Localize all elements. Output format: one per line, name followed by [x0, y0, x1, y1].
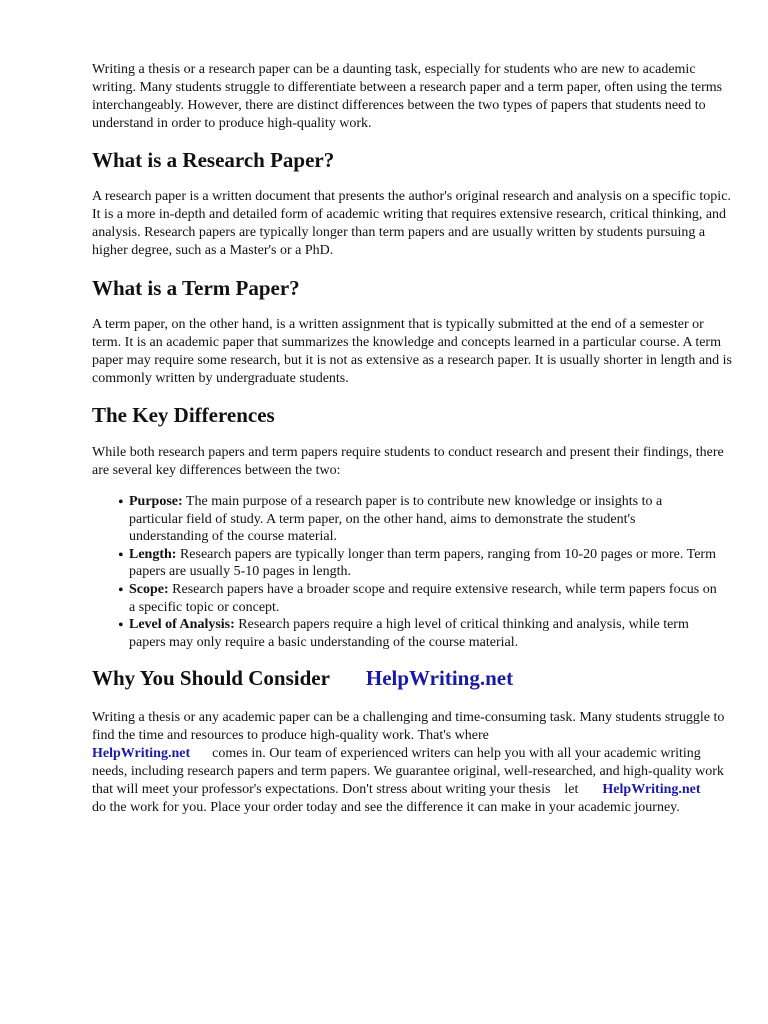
bullet-text: The main purpose of a research paper is to contribute new knowledge or insights to a particular field of study. A term paper, on the other hand, aims to demonstrate the student's understanding of the course material. [129, 494, 663, 545]
intro-paragraph: Writing a thesis or a research paper can be a daunting task, especially for students who are new to academic writing. Many students struggle to differentiate between a research paper and a term paper, often using the terms interchangeably. However, there are distinct differences between the two types of papers that students need to understand in order to produce high-quality work. [92, 62, 723, 131]
research-paper-paragraph: A research paper is a written document that presents the author's original research and analysis on a specific topic. It is a more in-depth and detailed form of academic writing that requires extensive research, critical thinking, and analysis. Research papers are typically longer than term papers and are usually written by students pursuing a higher degree, such as a Master's or a PhD. [92, 189, 731, 258]
helpwriting-link-2[interactable]: HelpWriting.net [602, 782, 701, 797]
list-item-length [118, 546, 718, 581]
heading-key-differences: The Key Differences [92, 403, 275, 427]
bullet-icon: • [118, 617, 124, 635]
bullet-text: Research papers require a high level of critical thinking and analysis, while term papers may only require a basic understanding of the course material. [129, 617, 689, 650]
bullet-text: Research papers are typically longer than term papers, ranging from 10-20 pages or more. Term papers are usually 5-10 pages in length. [129, 546, 716, 580]
bullet-term: Scope: [129, 581, 169, 597]
bullet-term: Purpose: [129, 494, 183, 509]
term-paper-paragraph: A term paper, on the other hand, is a written assignment that is typically submitted at the end of a semester or term. It is an academic paper that summarizes the knowledge and concepts learned in a particular course. A term paper may require some research, but it is not as extensive as a research paper. It is usually shorter in length and is commonly written by undergraduate students. [92, 317, 732, 386]
bullet-icon: • [118, 546, 124, 564]
helpwriting-link-1[interactable]: HelpWriting.net [92, 746, 191, 761]
bullet-icon: • [118, 581, 124, 599]
list-item-scope [118, 581, 718, 616]
body-text-3: do the work for you. Place your order today and see the difference it can make in your academic journey. [92, 800, 680, 815]
list-item-level-of-analysis [118, 616, 718, 651]
heading-why-consider [92, 665, 513, 691]
body-text-2: comes in. Our team of experienced writers can help you with all your academic writing needs, including research papers and term papers. We guarantee original, well-researched, and high-quality work that will meet your professor's expectations. Don't stress about writing your thesis [92, 746, 724, 797]
bullet-text: Research papers have a broader scope and require extensive research, while term papers focus on a specific topic or concept. [129, 581, 717, 615]
heading-research-paper: What is a Research Paper? [92, 148, 335, 172]
why-consider-paragraph [92, 709, 732, 817]
bullet-term: Level of Analysis: [129, 617, 235, 633]
key-differences-paragraph: While both research papers and term papers require students to conduct research and present their findings, there are several key differences between the two: [92, 445, 724, 478]
bullet-icon: • [118, 494, 124, 511]
heading-text: Why You Should Consider [92, 666, 330, 690]
body-text-let: let [564, 782, 579, 797]
helpwriting-heading-link[interactable]: HelpWriting.net [365, 666, 514, 690]
list-item-purpose [118, 493, 718, 546]
body-text-1: Writing a thesis or any academic paper can be a challenging and time-consuming task. Many students struggle to find the time and resources to produce high-quality work. That's where [92, 710, 725, 743]
bullet-term: Length: [129, 546, 177, 562]
heading-term-paper: What is a Term Paper? [92, 276, 300, 300]
differences-list [118, 493, 718, 651]
